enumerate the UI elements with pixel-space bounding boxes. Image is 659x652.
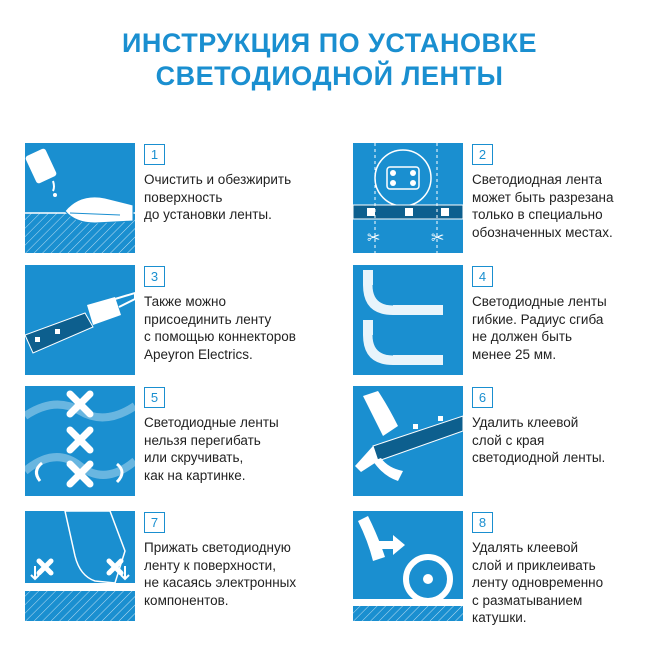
bend-radius-icon [353, 265, 463, 375]
step-3 [25, 265, 335, 375]
step-text: Светодиодная лента может быть разрезана только в специально обозначенных местах. [472, 172, 614, 240]
step-number: 7 [144, 512, 165, 533]
step-text: Светодиодные ленты нельзя перегибать или скручивать, как на картинке. [144, 415, 279, 483]
unroll-reel-icon [353, 511, 463, 621]
step-number: 6 [472, 387, 493, 408]
svg-text:✂: ✂ [431, 228, 445, 247]
cut-marks-scissors-icon [353, 143, 463, 253]
step-2 [353, 143, 659, 253]
svg-text:✂: ✂ [367, 228, 381, 247]
step-7 [25, 511, 335, 621]
step-1 [25, 143, 335, 253]
step-number: 5 [144, 387, 165, 408]
no-twist-icon [25, 386, 135, 496]
step-number: 1 [144, 144, 165, 165]
connector-icon [25, 265, 135, 375]
cleaning-surface-icon [25, 143, 135, 253]
step-text: Очистить и обезжирить поверхность до установки ленты. [144, 172, 292, 222]
step-text: Также можно присоединить ленту с помощью коннекторов Apeyron Electrics. [144, 294, 296, 362]
step-text: Светодиодные ленты гибкие. Радиус сгиба не должен быть менее 25 мм. [472, 294, 607, 362]
step-5 [25, 386, 335, 496]
press-strip-icon [25, 511, 135, 621]
page-title-line1: ИНСТРУКЦИЯ ПО УСТАНОВКЕ [122, 28, 537, 58]
step-4 [353, 265, 659, 375]
step-8 [353, 511, 659, 625]
step-number: 8 [472, 512, 493, 533]
step-number: 2 [472, 144, 493, 165]
step-number: 3 [144, 266, 165, 287]
peel-adhesive-icon [353, 386, 463, 496]
step-text: Удалять клеевой слой и приклеивать ленту одновременно с разматыванием катушки. [472, 540, 604, 625]
step-number: 4 [472, 266, 493, 287]
step-6 [353, 386, 659, 496]
page-title-line2: СВЕТОДИОДНОЙ ЛЕНТЫ [155, 61, 504, 91]
step-text: Прижать светодиодную ленту к поверхности, не касаясь электронных компонентов. [144, 540, 297, 608]
step-text: Удалить клеевой слой с края светодиодной ленты. [472, 415, 606, 465]
